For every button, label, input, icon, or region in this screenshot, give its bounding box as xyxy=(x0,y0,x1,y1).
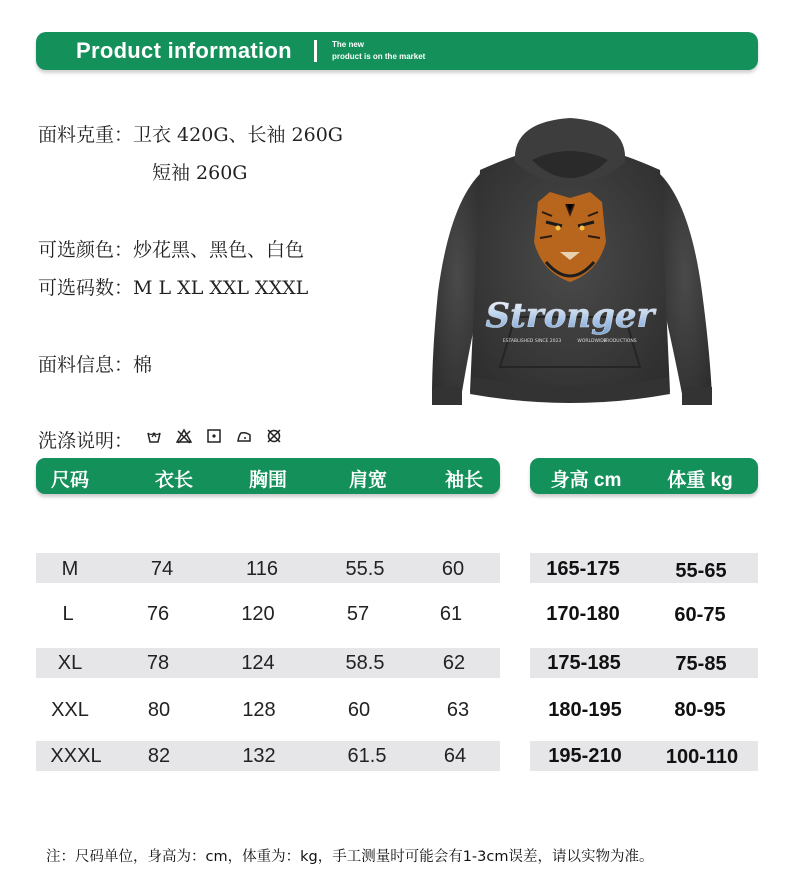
weight-cell: 60-75 xyxy=(674,604,726,626)
weight-cell: 55-65 xyxy=(675,560,727,582)
banner-subtitle-line1: The new xyxy=(332,40,365,49)
height-cell: 180-195 xyxy=(548,699,622,721)
sizes-row xyxy=(38,273,308,300)
chest-cell: 120 xyxy=(241,603,275,625)
hand-wash-icon xyxy=(146,428,162,444)
hoodie-image xyxy=(420,112,720,412)
size-header-size: 尺码 xyxy=(50,470,90,491)
shoulder-cell: 57 xyxy=(346,603,370,625)
measurement-note: 注：尺码单位，身高为：cm，体重为：kg，手工测量时可能会有1-3cm误差，请以实物为准。 xyxy=(46,849,654,865)
no-dry-clean-icon xyxy=(266,428,282,444)
size-header-chest: 胸围 xyxy=(248,470,288,491)
length-cell: 82 xyxy=(147,745,171,767)
sleeve-cell: 63 xyxy=(446,699,470,721)
size-header-sleeve: 袖长 xyxy=(444,470,484,491)
size-header-shoulder: 肩宽 xyxy=(348,470,388,491)
size-cell: XXXL xyxy=(50,745,102,767)
size-cell: L xyxy=(62,603,74,625)
length-cell: 80 xyxy=(147,699,171,721)
material-value: 棉 xyxy=(133,354,153,376)
banner-title: Product information xyxy=(76,38,292,63)
weight-cell: 80-95 xyxy=(674,699,726,721)
iron-low-icon xyxy=(236,428,252,444)
no-bleach-icon xyxy=(176,428,192,444)
size-cell: XXL xyxy=(51,699,89,721)
shoulder-cell: 55.5 xyxy=(345,558,385,580)
size-cell: M xyxy=(61,558,79,580)
banner-subtitle xyxy=(332,39,425,63)
sleeve-cell: 62 xyxy=(442,652,466,674)
hoodie-print-text: Stronger xyxy=(485,296,655,336)
length-cell: 76 xyxy=(146,603,170,625)
height-cell: 165-175 xyxy=(546,558,620,580)
chest-cell: 116 xyxy=(246,558,278,580)
fit-header-weight: 体重 kg xyxy=(667,470,733,491)
chest-cell: 132 xyxy=(242,745,276,767)
height-cell: 195-210 xyxy=(548,745,622,767)
length-cell: 74 xyxy=(150,558,174,580)
fabric-weight-label: 面料克重： xyxy=(38,124,134,146)
banner-divider xyxy=(314,40,317,62)
wash-icons xyxy=(146,428,282,444)
material-row xyxy=(38,350,152,377)
height-cell: 170-180 xyxy=(546,603,620,625)
colors-label: 可选颜色： xyxy=(38,239,134,261)
material-label: 面料信息： xyxy=(38,354,134,376)
size-table-header xyxy=(36,458,500,494)
sleeve-cell: 60 xyxy=(441,558,465,580)
chest-cell: 124 xyxy=(241,652,275,674)
header-banner xyxy=(36,32,758,70)
length-cell: 78 xyxy=(146,652,170,674)
shoulder-cell: 58.5 xyxy=(345,652,385,674)
height-cell: 175-185 xyxy=(547,652,621,674)
wash-label: 洗涤说明： xyxy=(38,430,134,452)
chest-cell: 128 xyxy=(242,699,276,721)
hoodie-print-small-mid: WORLDWIDE xyxy=(577,339,607,344)
hoodie-print-small-left: ESTABLISHED SINCE 2023 xyxy=(502,339,562,344)
fabric-weight-value-line2: 短袖 260G xyxy=(152,162,248,184)
tumble-dry-icon xyxy=(206,428,222,444)
colors-value: 炒花黑、黑色、白色 xyxy=(133,239,305,261)
sleeve-cell: 61 xyxy=(439,603,463,625)
fabric-weight-row xyxy=(38,120,343,147)
sleeve-cell: 64 xyxy=(443,745,467,767)
sizes-value: M L XL XXL XXXL xyxy=(133,277,309,299)
size-header-length: 衣长 xyxy=(154,470,194,491)
sizes-label: 可选码数： xyxy=(38,277,134,299)
banner-subtitle-line2: product is on the market xyxy=(332,52,426,61)
fabric-weight-value: 卫衣 420G、长袖 260G xyxy=(133,124,343,146)
fit-header-height: 身高 cm xyxy=(550,470,622,491)
fit-table-header xyxy=(530,458,758,494)
shoulder-cell: 61.5 xyxy=(347,745,387,767)
shoulder-cell: 60 xyxy=(347,699,371,721)
hoodie-print-small-right: PRODUCTIONS xyxy=(603,339,637,344)
weight-cell: 100-110 xyxy=(665,746,739,768)
colors-row xyxy=(38,235,304,262)
weight-cell: 75-85 xyxy=(675,653,727,675)
size-cell: XL xyxy=(57,652,83,674)
